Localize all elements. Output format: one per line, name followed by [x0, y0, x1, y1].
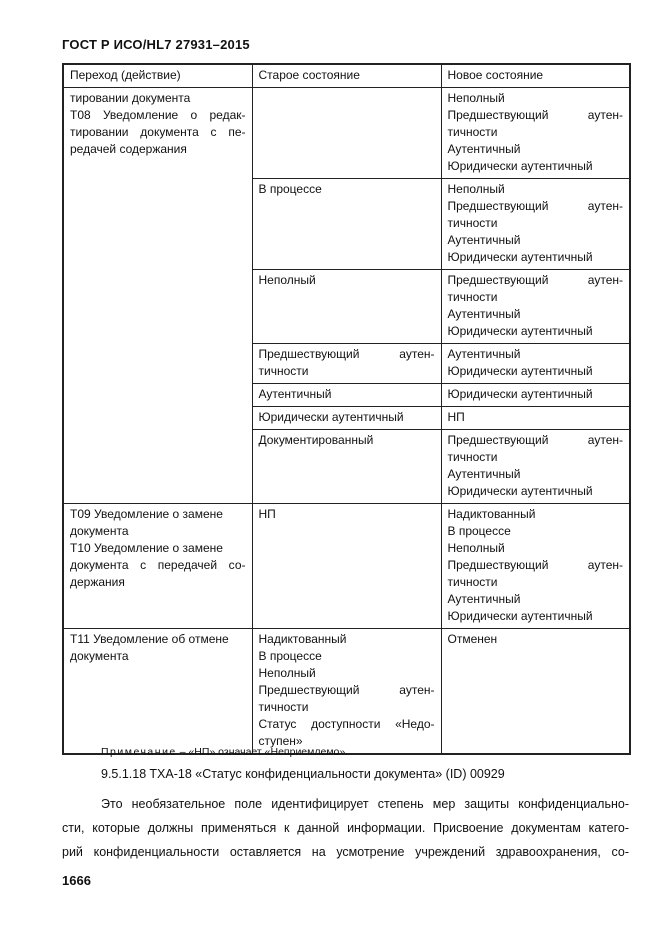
cell-line: документа: [70, 524, 129, 538]
old-state-cell: [252, 384, 441, 407]
column-header: Новое состояние: [441, 64, 630, 88]
cell-line: Юридически аутентичный: [447, 364, 593, 378]
paragraph-line: рий конфиденциальности оставляется на усмотрение учреждений здравоохранения, со-: [62, 845, 629, 859]
cell-line: Аутентичный: [447, 592, 521, 606]
cell-line: Т08 Уведомление о редак-: [70, 108, 246, 122]
new-state-cell: [441, 504, 630, 629]
column-header: Старое состояние: [252, 64, 441, 88]
cell-line: Т10 Уведомление о замене: [70, 541, 223, 555]
cell-line: Предшествующий аутен-: [447, 273, 623, 287]
transition-cell: [63, 504, 252, 629]
new-state-cell: [441, 88, 630, 179]
cell-line: тичности: [447, 125, 498, 139]
new-state-cell: [441, 344, 630, 384]
cell-line: Юридически аутентичный: [447, 250, 593, 264]
table-row: [63, 504, 630, 629]
cell-line: документа с передачей со-: [70, 558, 246, 572]
cell-line: тичности: [447, 290, 498, 304]
new-state-cell: [441, 270, 630, 344]
cell-line: Аутентичный: [447, 307, 521, 321]
old-state-cell: [252, 430, 441, 504]
cell-line: Надиктованный: [258, 632, 347, 646]
paragraph-line: сти, которые должны применяться к данной информации. Присвоение документам катего-: [62, 821, 629, 835]
old-state-cell: [252, 629, 441, 755]
cell-line: тичности: [447, 450, 498, 464]
cell-line: Предшествующий аутен-: [447, 558, 623, 572]
cell-line: Отменен: [447, 632, 498, 646]
cell-line: документа: [70, 649, 129, 663]
document-header: ГОСТ Р ИСО/HL7 27931–2015: [62, 37, 250, 52]
cell-line: Аутентичный: [447, 347, 521, 361]
cell-line: тировании документа: [70, 91, 191, 105]
old-state-cell: [252, 270, 441, 344]
old-state-cell: [252, 407, 441, 430]
old-state-cell: [252, 504, 441, 629]
cell-line: В процессе: [258, 649, 322, 663]
cell-line: Т11 Уведомление об отмене: [70, 632, 229, 646]
cell-line: тичности: [447, 216, 498, 230]
cell-line: Аутентичный: [447, 142, 521, 156]
new-state-cell: [441, 384, 630, 407]
state-transition-table: [62, 63, 631, 755]
cell-line: Предшествующий аутен-: [447, 433, 623, 447]
old-state-cell: [252, 88, 441, 179]
new-state-cell: [441, 430, 630, 504]
cell-line: Предшествующий аутен-: [258, 347, 435, 361]
transition-cell: [63, 629, 252, 755]
cell-line: Аутентичный: [447, 233, 521, 247]
cell-line: Юридически аутентичный: [447, 324, 593, 338]
cell-line: Неполный: [447, 182, 505, 196]
note-text: – «НП» означает «Неприемлемо».: [176, 746, 349, 758]
cell-line: Надиктованный: [447, 507, 536, 521]
cell-line: НП: [447, 410, 465, 424]
cell-line: Предшествующий аутен-: [447, 199, 623, 213]
cell-line: Неполный: [447, 91, 505, 105]
table-row: [63, 629, 630, 755]
old-state-cell: [252, 179, 441, 270]
cell-line: тичности: [258, 364, 309, 378]
page-number: 1666: [62, 873, 91, 888]
cell-line: В процессе: [447, 524, 511, 538]
cell-line: В процессе: [258, 182, 322, 196]
table-note: [101, 746, 348, 758]
table-row: [63, 88, 630, 179]
note-label: Примечание: [101, 746, 177, 758]
cell-line: Статус доступности «Недо-: [258, 717, 435, 731]
cell-line: Предшествующий аутен-: [258, 683, 435, 697]
table-header-row: [63, 64, 630, 88]
cell-line: Аутентичный: [258, 387, 332, 401]
cell-line: Юридически аутентичный: [447, 609, 593, 623]
column-header: Переход (действие): [63, 64, 252, 88]
new-state-cell: [441, 407, 630, 430]
new-state-cell: [441, 179, 630, 270]
cell-line: Документированный: [258, 433, 374, 447]
paragraph-line: Это необязательное поле идентифицирует степень мер защиты конфиденциально-: [101, 797, 629, 811]
cell-line: Неполный: [447, 541, 505, 555]
cell-line: Юридически аутентичный: [447, 484, 593, 498]
cell-line: тировании документа с пе-: [70, 125, 246, 139]
cell-line: держания: [70, 575, 125, 589]
cell-line: Аутентичный: [447, 467, 521, 481]
old-state-cell: [252, 344, 441, 384]
cell-line: редачей содержания: [70, 142, 187, 156]
new-state-cell: [441, 629, 630, 755]
transition-cell: [63, 88, 252, 504]
cell-line: ступен»: [258, 734, 303, 748]
cell-line: Юридически аутентичный: [447, 387, 593, 401]
cell-line: Т09 Уведомление о замене: [70, 507, 223, 521]
cell-line: Предшествующий аутен-: [447, 108, 623, 122]
cell-line: НП: [258, 507, 276, 521]
cell-line: Неполный: [258, 666, 316, 680]
cell-line: тичности: [258, 700, 309, 714]
cell-line: тичности: [447, 575, 498, 589]
cell-line: Юридически аутентичный: [258, 410, 404, 424]
cell-line: Юридически аутентичный: [447, 159, 593, 173]
section-heading: 9.5.1.18 TXA-18 «Статус конфиденциальности документа» (ID) 00929: [101, 767, 505, 781]
cell-line: Неполный: [258, 273, 316, 287]
body-paragraph: [62, 792, 629, 864]
